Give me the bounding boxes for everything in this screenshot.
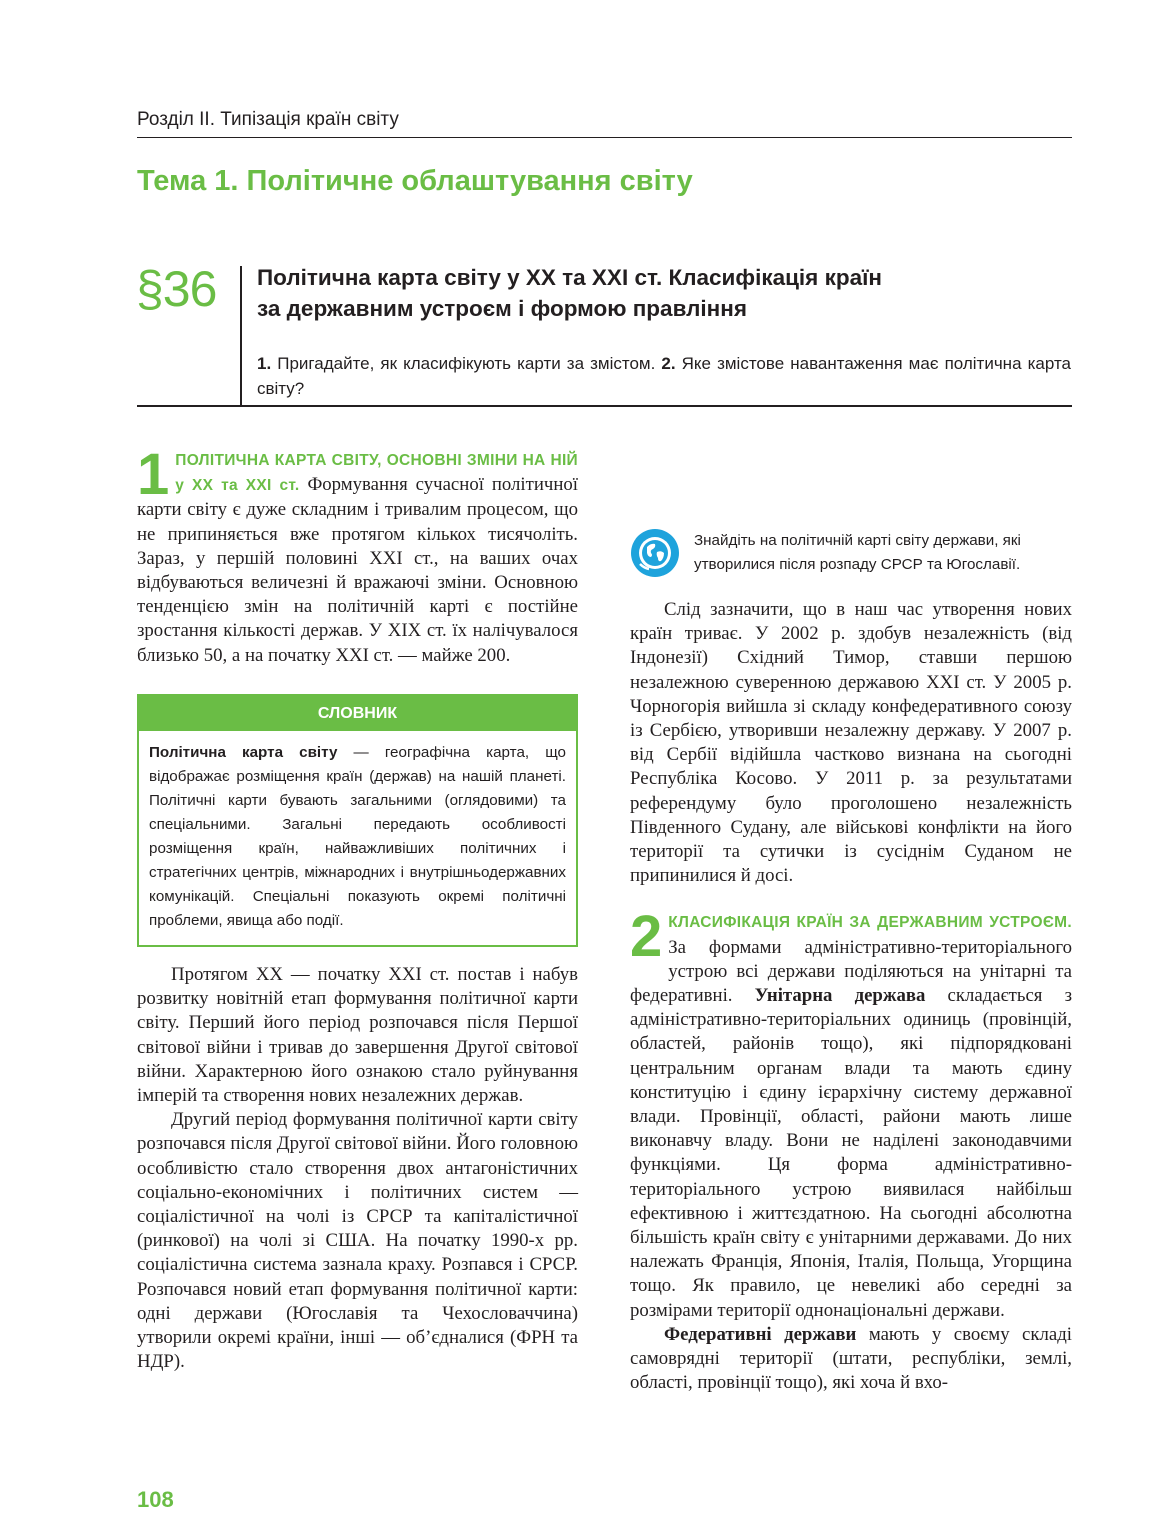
task-text: Знайдіть на політичній карті світу держави, які утворилися після розпаду СРСР та Югославії. (694, 532, 1021, 573)
section-divider (240, 266, 242, 407)
right-column (630, 448, 1072, 1396)
part-1-intro (137, 442, 578, 668)
part-2-heading: КЛАСИФІКАЦІЯ КРАЇН ЗА ДЕРЖАВНИМ УСТРОЄМ. (668, 914, 1072, 932)
glossary-text (139, 731, 576, 945)
question-2-text: Яке змістове навантаження має політична карта світу? (257, 354, 1071, 398)
question-1-number: 1. (257, 354, 272, 373)
part-1-number: 1 (137, 442, 170, 507)
section-title-line-1: Політична карта світу у ХХ та ХХІ ст. Класифікація країн (257, 265, 883, 290)
section-title (257, 262, 1057, 324)
glossary-title: СЛОВНИК (139, 696, 576, 731)
topic-title: Тема 1. Політичне облаштування світу (137, 165, 693, 197)
question-1-text: Пригадайте, як класифікують карти за змістом. (271, 354, 662, 373)
page-number: 108 (137, 1487, 174, 1512)
glossary-term: Політична карта світу (149, 744, 338, 762)
part-2-intro (630, 904, 1072, 1322)
section-number: §36 (136, 261, 217, 317)
header-divider (137, 405, 1072, 407)
part-2-paragraph-1b: складається з адміністративно-територіальних одиниць (провінцій, областей, районів тощо), які підпорядковані центральним органам влади та мають єдину конституцію і єдину ієрархічну систему державної влади. Провінції, області, райони мають лише виконавчу владу. Вони не наділені законодавчими функціями. Ця форма адміністративно-територіального устрою виявилася найбільш ефективною і життєздатною. На сьогодні абсолютна більшість країн світу є унітарними державами. До них належать Франція, Японія, Італія, Польща, Угорщина тощо. Як правило, це невеликі або середні за розмірами території однонаціональні держави. (630, 985, 1072, 1321)
section-questions (257, 351, 1071, 401)
part-2-paragraph-2 (630, 1323, 1072, 1396)
part-2-paragraph-1a: За формами адміністративно-територіального устрою всі держави поділяються на унітарні та федеративні. (630, 936, 1072, 1007)
part-1-paragraph-2: Протягом ХХ — початку ХХІ ст. постав і набув розвитку новітній етап формування політичної карти світу. Перший його період розпочався після Першої світової війни і тривав до завершення Другої світової війни. Характерною його ознакою стало руйнування імперій та створення нових незалежних держав. (137, 964, 578, 1107)
unitary-state-term: Унітарна держава (754, 985, 926, 1007)
running-header: Розділ ІІ. Типізація країн світу (137, 109, 1072, 138)
part-1-paragraph-1: Формування сучасної політичної карти світу є дуже складним і тривалим процесом, що не припиняється вже протягом кількох тисячоліть. Зараз, у першій половині ХХІ ст., на ваших очах відбуваються величезні й вражаючі зміни. Основною тенденцією змін на політичній карті є постійне зростання кількості держав. У ХІХ ст. їх налічувалося близько 50, а на початку ХХІ ст. — майже 200. (137, 474, 578, 666)
task-box (630, 528, 1072, 578)
globe-icon (630, 528, 680, 578)
part-2-number: 2 (630, 904, 663, 970)
question-2-number: 2. (661, 354, 676, 373)
part-1-paragraph-3: Другий період формування політичної карти світу розпочався після Другої світової війни. Його головною особливістю стало створення двох антагоністичних соціально-економічних і політичних систем — соціалістичної на чолі із СРСР та капіталістичної (ринкової) на чолі зі США. На початку 1990-х рр. соціалістична система зазнала краху. Розпався і СРСР. Розпочався новий етап формування політичної карти: одні держави (Югославія та Чехословаччина) утворили окремі країни, інші — об’єдналися (ФРН та НДР). (137, 1109, 578, 1373)
part-1-heading: ПОЛІТИЧНА КАРТА СВІТУ, ОСНОВНІ ЗМІНИ НА НІЙ у ХХ та ХХІ ст. (175, 452, 578, 495)
part-2-paragraph-2-text: мають у своєму складі самоврядні території (штати, республіки, землі, області, провінції тощо), які хоча й вхо- (630, 1323, 1072, 1394)
glossary-box (137, 694, 578, 947)
part-1-paragraph-4: Слід зазначити, що в наш час утворення нових країн триває. У 2002 р. здобув незалежність (від Індонезії) Східний Тимор, ставши першою незалежною суверенною державою ХХІ ст. У 2005 р. Чорногорія вийшла зі складу конфедеративного союзу із Сербією, утворивши незалежну державу. У 2007 р. від Сербії відійшла частково визнана на сьогодні Республіка Косово. У 2011 р. за результатами референдуму було проголошено незалежність Південного Судану, але військові конфлікти на його території та сутички із сусіднім Суданом не припинилися й досі. (630, 599, 1072, 887)
section-title-line-2: за державним устроєм і формою правління (257, 296, 747, 321)
federal-state-term: Федеративні держави (664, 1323, 857, 1345)
left-column (137, 442, 578, 1374)
glossary-definition: — географічна карта, що відображає розміщення країн (держав) на нашій планеті. Політичні карти бувають загальними (оглядовими) та спеціальними. Загальні передають особливості розміщення країн, найважливіших політичних і стратегічних центрів, міжнародних і внутрішньодержавних комунікацій. Спеціальні показують окремі політичні проблеми, явища або події. (149, 744, 566, 930)
